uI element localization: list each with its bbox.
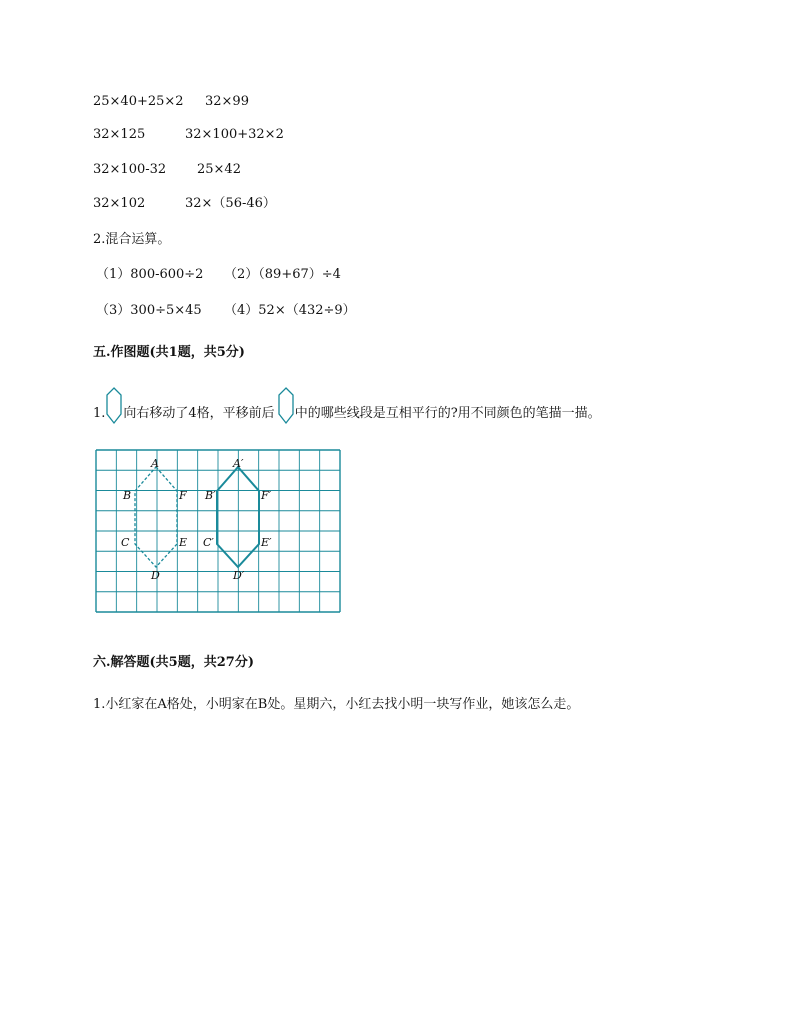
calc-row-4 (93, 195, 276, 213)
mixed-title: 2.混合运算。 (93, 232, 171, 247)
mixed-item: （2）（89+67）÷4 (224, 267, 341, 282)
label-a: A (151, 457, 159, 470)
label-c-prime: C′ (203, 536, 214, 549)
label-b-prime: B′ (205, 489, 216, 502)
section5-question-1 (93, 387, 601, 427)
calc-right: 32×100+32×2 (185, 127, 284, 142)
hexagon-icon (105, 387, 123, 440)
section6-heading: 六.解答题(共5题，共27分) (93, 655, 254, 670)
calc-row-3 (93, 161, 241, 179)
question-number: 1. (93, 405, 106, 421)
label-f: F (179, 489, 187, 502)
question-text-part1: 向右移动了4格，平移前后 (123, 405, 275, 421)
mixed-row-2 (96, 302, 356, 320)
calc-left: 25×40+25×2 (93, 94, 184, 109)
label-a-prime: A′ (233, 457, 244, 470)
calc-row-1 (93, 93, 249, 111)
label-d-prime: D′ (233, 569, 245, 582)
calc-left: 32×102 (93, 196, 146, 211)
calc-right: 32×（56-46） (185, 196, 276, 211)
label-e-prime: E′ (261, 536, 272, 549)
label-c: C (121, 536, 130, 549)
calc-right: 25×42 (197, 162, 241, 177)
label-d: D (151, 569, 160, 582)
mixed-item: （1）800-600÷2 (96, 267, 204, 282)
mixed-item: （4）52×（432÷9） (224, 303, 356, 318)
calc-left: 32×100-32 (93, 162, 167, 177)
label-e: E (179, 536, 188, 549)
translation-grid-figure (95, 449, 341, 617)
mixed-row-1 (96, 266, 341, 284)
label-b: B (123, 489, 132, 502)
calc-left: 32×125 (93, 127, 146, 142)
label-f-prime: F′ (261, 489, 272, 502)
original-hexagon (135, 467, 177, 567)
section6-question-1: 1.小红家在A格处，小明家在B处。星期六，小红去找小明一块写作业，她该怎么走。 (93, 697, 580, 712)
hexagon-icon (277, 387, 295, 440)
grid-svg (95, 449, 341, 613)
question-text-part2: 中的哪些线段是互相平行的?用不同颜色的笔描一描。 (294, 405, 601, 421)
mixed-item: （3）300÷5×45 (96, 303, 202, 318)
calc-row-2 (93, 126, 284, 144)
section5-heading: 五.作图题(共1题，共5分) (93, 345, 245, 360)
calc-right: 32×99 (205, 94, 249, 109)
